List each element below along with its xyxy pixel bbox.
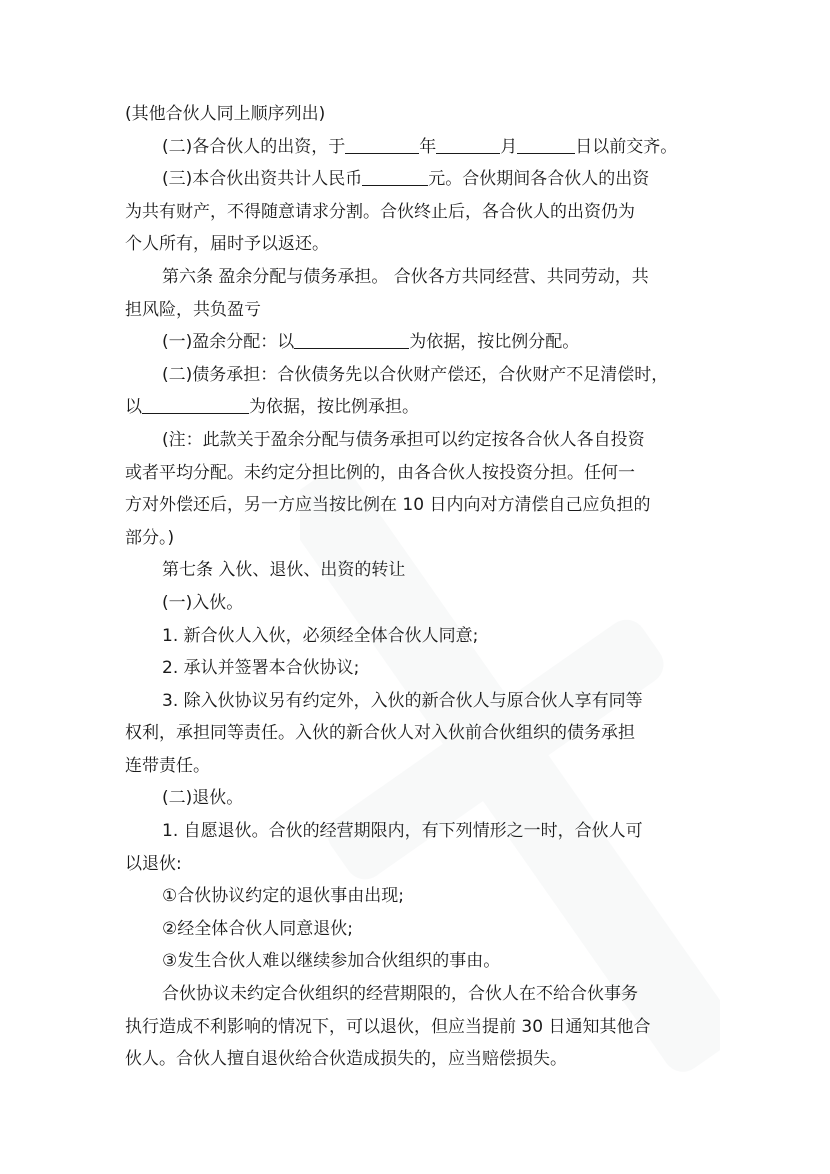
paragraph-line: 合伙协议未约定合伙组织的经营期限的，合伙人在不给合伙事务: [162, 984, 638, 1005]
text-segment: 为依据，按比例承担。: [249, 397, 419, 418]
text-segment: 为依据，按比例分配。: [409, 332, 580, 353]
text-segment: 年: [419, 136, 437, 157]
paragraph-line: 部分。): [125, 527, 175, 548]
paragraph-line: 权利，承担同等责任。入伙的新合伙人对入伙前合伙组织的债务承担: [125, 723, 635, 744]
paragraph-line: ②经全体合伙人同意退伙;: [162, 918, 353, 939]
paragraph-line: [125, 326, 715, 359]
paragraph-line: (二)退伙。: [162, 788, 244, 809]
section-heading: 第七条 入伙、退伙、出资的转让: [162, 560, 406, 581]
text-segment: 元。合伙期间各合伙人的出资: [428, 169, 650, 190]
paragraph-line: [125, 163, 715, 196]
text-segment: (二)各合伙人的出资，于: [162, 136, 346, 157]
paragraph-line: [125, 131, 715, 164]
paragraph-line: 为共有财产，不得随意请求分割。合伙终止后，各合伙人的出资仍为: [125, 201, 635, 222]
paragraph-line: 1. 自愿退伙。合伙的经营期限内，有下列情形之一时，合伙人可: [162, 821, 643, 842]
paragraph-line: (二)债务承担：合伙债务先以合伙财产偿还，合伙财产不足清偿时，: [162, 364, 669, 385]
paragraph-line: 伙人。合伙人擅自退伙给合伙造成损失的，应当赔偿损失。: [125, 1049, 567, 1070]
paragraph-line: 担风险，共负盈亏: [125, 299, 261, 320]
paragraph-line: (其他合伙人同上顺序列出): [125, 104, 326, 124]
blank-field[interactable]: [362, 167, 428, 186]
document-body: [125, 98, 715, 1076]
text-segment: 以: [125, 397, 142, 418]
paragraph-line: (一)入伙。: [162, 592, 244, 613]
text-segment: (一)盈余分配：以: [162, 332, 295, 353]
paragraph-line: [125, 391, 715, 424]
blank-field[interactable]: [142, 395, 249, 414]
paragraph-line: 1. 新合伙人入伙，必须经全体合伙人同意;: [162, 625, 479, 646]
paragraph-line: 3. 除入伙协议另有约定外，入伙的新合伙人与原合伙人享有同等: [162, 690, 643, 711]
paragraph-line: 或者平均分配。未约定分担比例的，由各合伙人按投资分担。任何一: [125, 462, 635, 483]
paragraph-line: 方对外偿还后，另一方应当按比例在 10 日内向对方清偿自己应负担的: [125, 495, 651, 516]
paragraph-line: (注：此款关于盈余分配与债务承担可以约定按各合伙人各自投资: [162, 429, 645, 450]
paragraph-line: ③发生合伙人难以继续参加合伙组织的事由。: [162, 951, 501, 972]
text-segment: 日以前交齐。: [575, 136, 678, 157]
paragraph-line: 连带责任。: [125, 755, 210, 776]
blank-field[interactable]: [345, 135, 419, 154]
paragraph-line: ①合伙协议约定的退伙事由出现;: [162, 886, 404, 907]
blank-field[interactable]: [436, 135, 500, 154]
blank-field[interactable]: [517, 135, 575, 154]
text-segment: 月: [500, 136, 518, 157]
paragraph-line: 2. 承认并签署本合伙协议;: [162, 658, 360, 679]
paragraph-line: 个人所有，届时予以返还。: [125, 234, 329, 255]
blank-field[interactable]: [294, 330, 409, 349]
paragraph-line: 以退伙:: [125, 853, 182, 874]
paragraph-line: 执行造成不利影响的情况下，可以退伙，但应当提前 30 日通知其他合: [125, 1016, 651, 1037]
paragraph-line: 第六条 盈余分配与债务承担。 合伙各方共同经营、共同劳动，共: [162, 266, 649, 287]
text-segment: (三)本合伙出资共计人民币: [162, 169, 363, 190]
